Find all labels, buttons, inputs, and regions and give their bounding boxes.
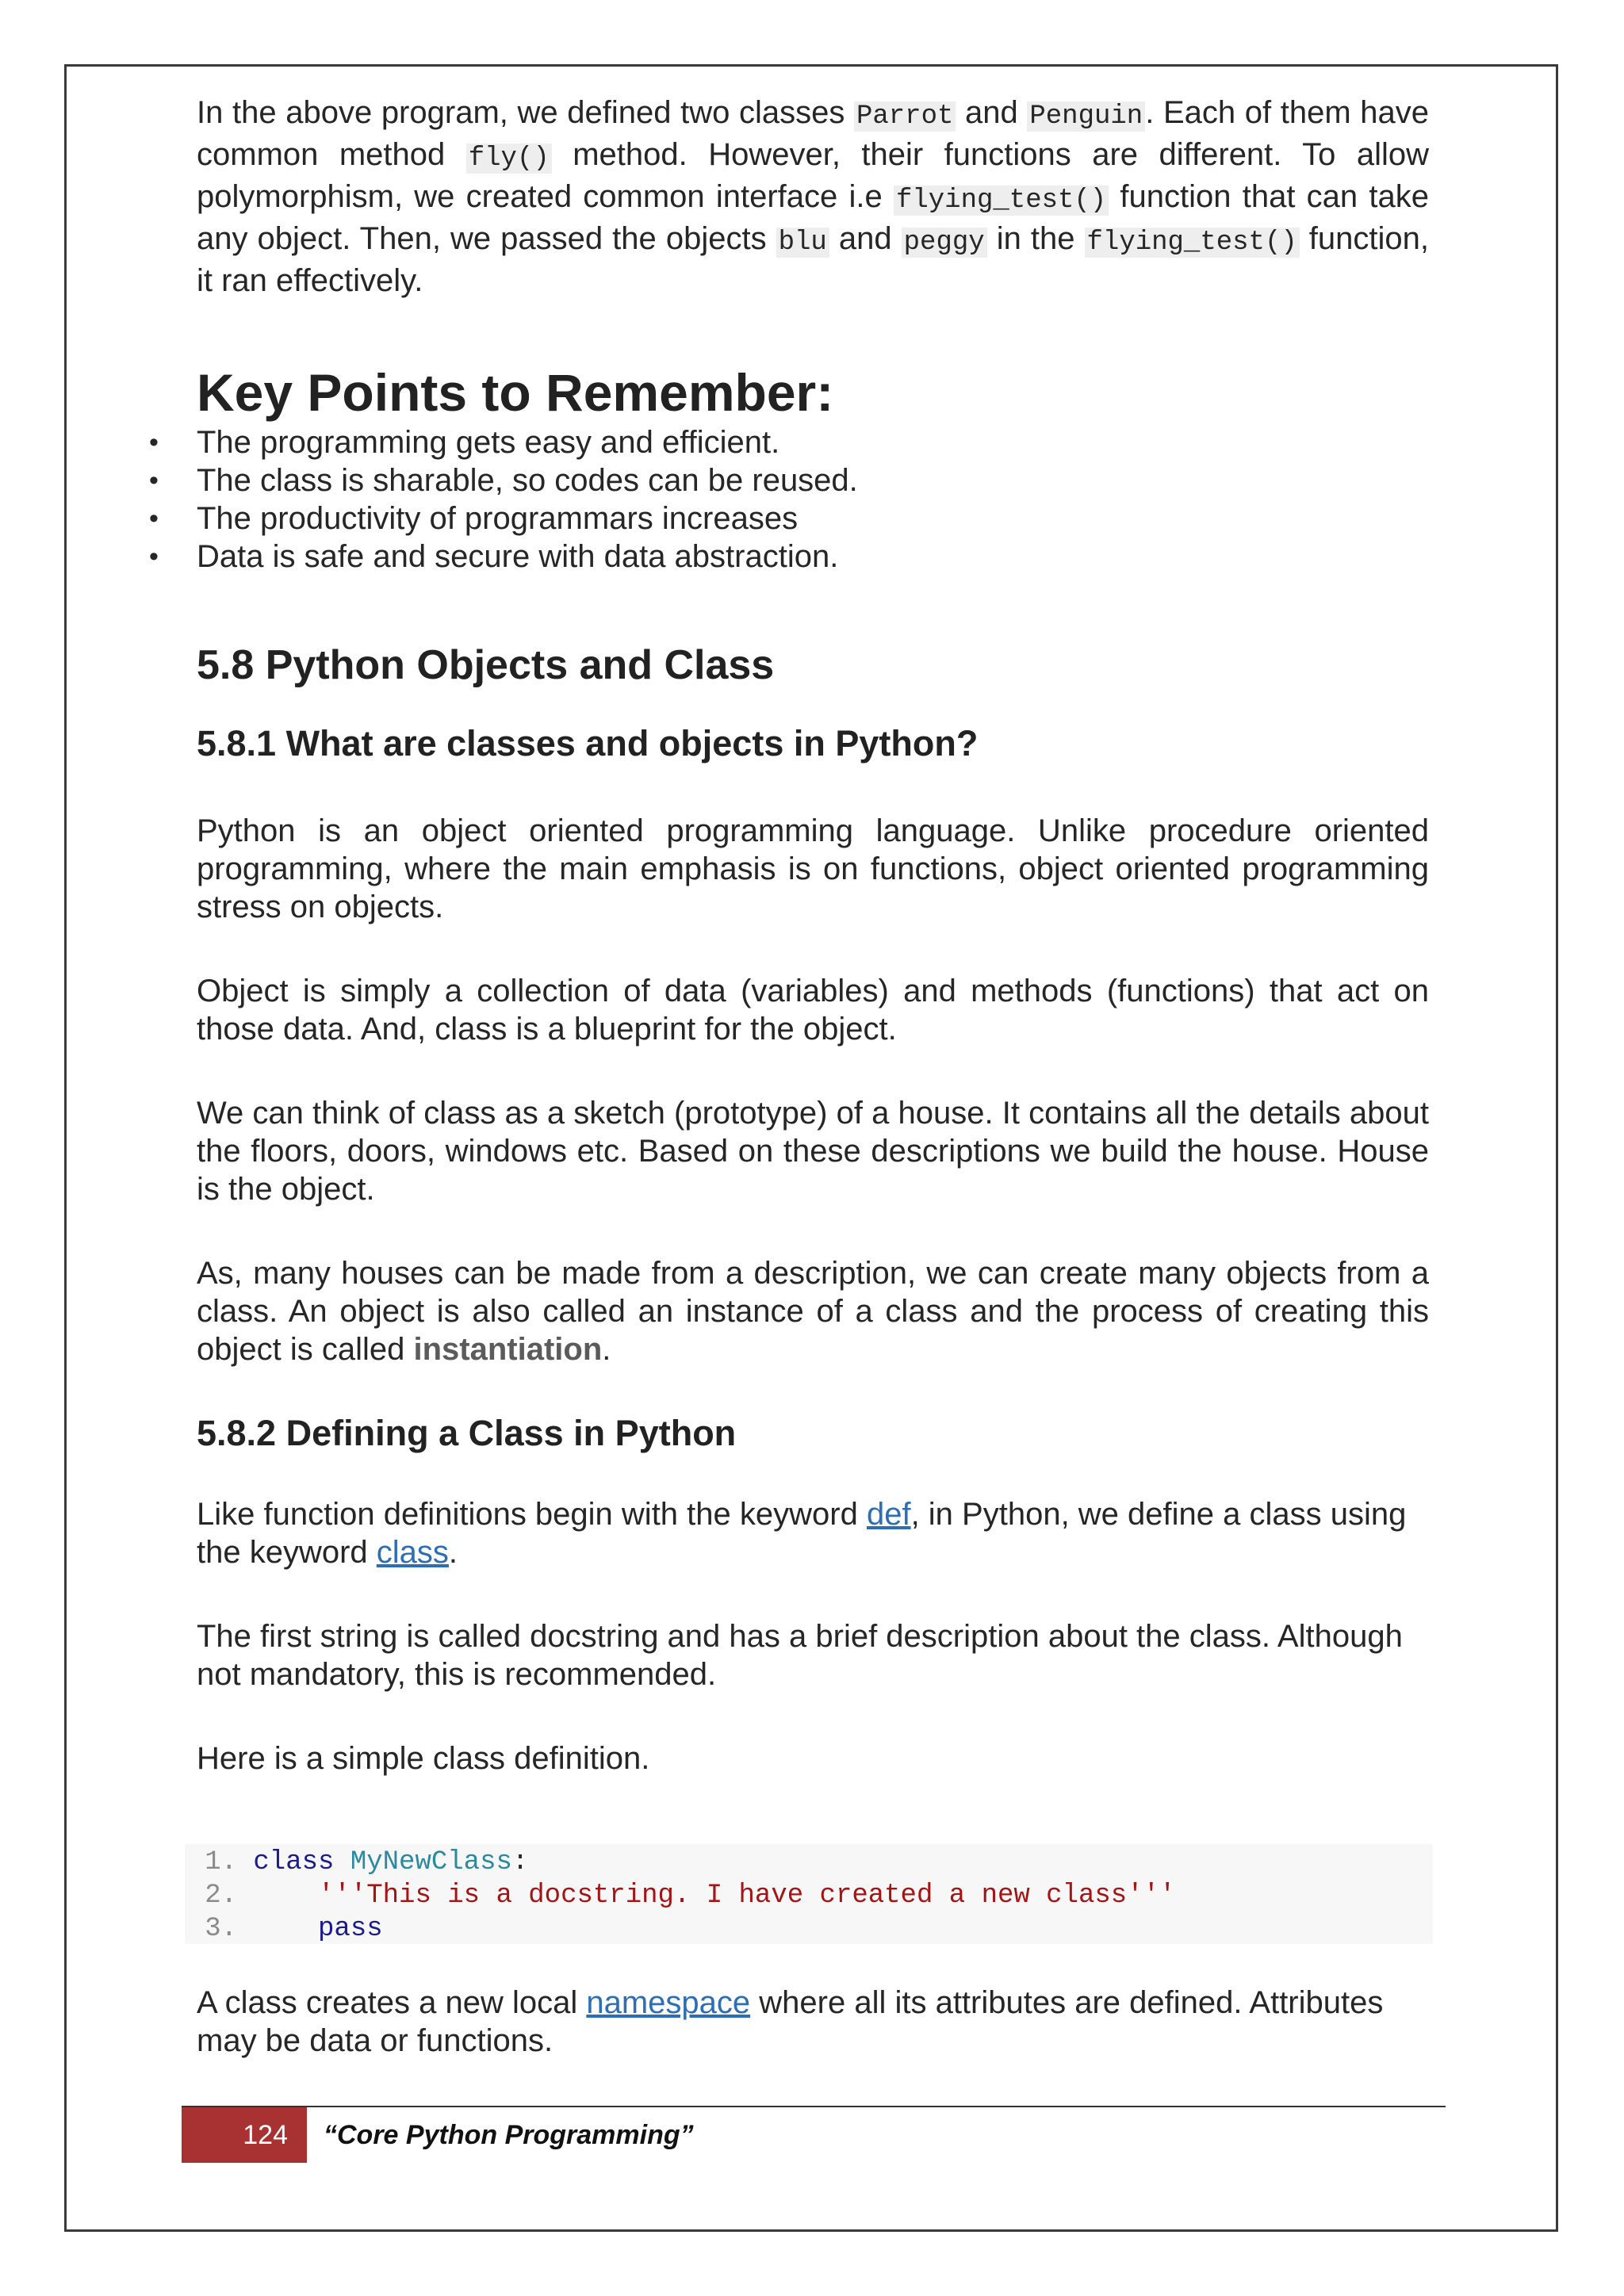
inline-code-blu: blu xyxy=(776,228,829,258)
list-item: • The programming gets easy and efficient. xyxy=(149,425,780,460)
key-points-list xyxy=(149,423,1429,576)
code-line-1: 1. class MyNewClass: xyxy=(185,1846,528,1879)
bullet-icon: • xyxy=(149,465,159,496)
code-line-2: 2. '''This is a docstring. I have created a new class''' xyxy=(185,1879,1175,1912)
page-number: 124 xyxy=(182,2107,307,2163)
link-def[interactable]: def xyxy=(866,1497,911,1532)
intro-paragraph: In the above program, we defined two classes Parrot and Penguin. Each of them have common method fly() method. However, their functions are different. To allow polymorphism, we created common interface i.e flying_test() function that can take any object. Then, we passed the objects blu and peggy in the flying_test() function, it ran effectively. xyxy=(197,95,1430,298)
paragraph-docstring: The first string is called docstring and has a brief description about the class. Although not mandatory, this is recommended. xyxy=(197,1619,1403,1692)
bullet-icon: • xyxy=(149,427,159,457)
paragraph-def-keyword: Like function definitions begin with the keyword def, in Python, we define a class using the keyword class. xyxy=(197,1497,1407,1570)
paragraph-instantiation: As, many houses can be made from a description, we can create many objects from a class. An object is also called an instance of a class and the process of creating this object is called instantiation. xyxy=(197,1256,1429,1367)
paragraph-simple-class: Here is a simple class definition. xyxy=(197,1741,650,1776)
key-points-heading: Key Points to Remember: xyxy=(197,363,834,422)
book-title: “Core Python Programming” xyxy=(324,2120,694,2150)
line-number: 2. xyxy=(205,1881,237,1911)
link-namespace[interactable]: namespace xyxy=(586,1985,751,2020)
list-item: • Data is safe and secure with data abstraction. xyxy=(149,539,839,574)
line-number: 3. xyxy=(205,1914,237,1944)
page-content xyxy=(149,94,1430,1777)
section-title: 5.8 Python Objects and Class xyxy=(197,642,775,688)
paragraph-namespace: A class creates a new local namespace where all its attributes are defined. Attributes may be data or functions. xyxy=(197,1985,1384,2058)
link-class[interactable]: class xyxy=(376,1535,449,1570)
inline-code-fly: fly() xyxy=(466,144,552,174)
paragraph-object-definition: Object is simply a collection of data (variables) and methods (functions) that act on those data. And, class is a blueprint for the object. xyxy=(197,974,1429,1047)
inline-code-peggy: peggy xyxy=(902,228,987,258)
line-number: 1. xyxy=(205,1847,237,1877)
inline-code-flying-test: flying_test() xyxy=(894,186,1109,216)
inline-code-parrot: Parrot xyxy=(854,101,956,132)
bullet-icon: • xyxy=(149,503,159,534)
subsection-title-defining-class: 5.8.2 Defining a Class in Python xyxy=(197,1413,737,1453)
bullet-icon: • xyxy=(149,541,159,572)
subsection-title-what-are-classes: 5.8.1 What are classes and objects in Python? xyxy=(197,723,979,763)
inline-code-penguin: Penguin xyxy=(1027,101,1145,132)
list-item: • The productivity of programmars increases xyxy=(149,501,799,536)
inline-code-flying-test-2: flying_test() xyxy=(1085,228,1300,258)
term-instantiation: instantiation xyxy=(413,1332,603,1367)
code-block xyxy=(185,1844,1433,1944)
code-line-3: 3. pass xyxy=(185,1912,383,1946)
list-item: • The class is sharable, so codes can be reused. xyxy=(149,463,858,498)
paragraph-house-analogy: We can think of class as a sketch (prototype) of a house. It contains all the details about the floors, doors, windows etc. Based on these descriptions we build the house. House is the object. xyxy=(197,1096,1429,1207)
closing-content xyxy=(197,1984,1429,2060)
paragraph-oop: Python is an object oriented programming language. Unlike procedure oriented programming, where the main emphasis is on functions, object oriented programming stress on objects. xyxy=(197,813,1429,924)
